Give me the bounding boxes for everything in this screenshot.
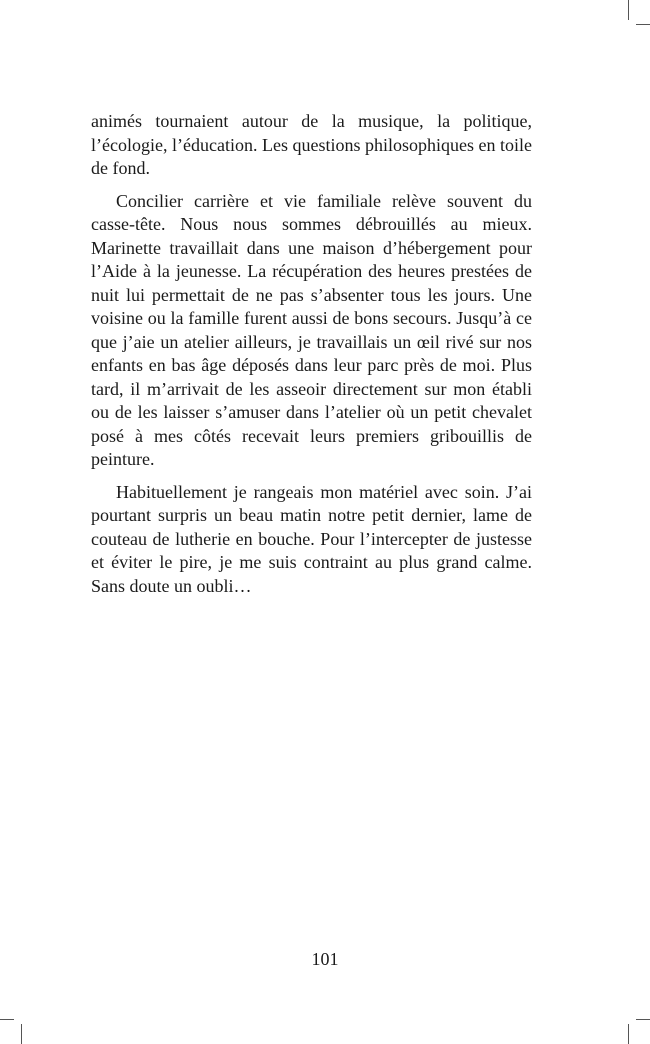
page-number: 101 <box>311 949 339 969</box>
crop-mark-bottom-right-horizontal <box>636 1019 650 1020</box>
paragraph-tools-anecdote: Habituellement je rangeais mon matériel avec soin. J’ai pourtant surpris un beau matin notre petit dernier, lame de couteau de lutherie en bouche. Pour l’intercepter de justesse et éviter le pire, je me suis contraint au plus grand calme. Sans doute un oubli… <box>91 481 532 596</box>
crop-mark-bottom-left-vertical <box>21 1024 22 1044</box>
crop-mark-top-right-vertical <box>628 0 629 20</box>
paragraph-family-life: Concilier carrière et vie familiale relève souvent du casse-tête. Nous nous sommes débrouillés au mieux. Marinette travaillait dans une maison d’hébergement pour l’Aide à la jeunesse. La récupération des heures prestées de nuit lui permettait de ne pas s’absenter tous les jours. Une voisine ou la famille furent aussi de bons secours. Jusqu’à ce que j’aie un atelier ailleurs, je travaillais un œil rivé sur nos enfants en bas âge déposés dans leur parc près de moi. Plus tard, il m’arrivait de les asseoir directement sur mon établi ou de les laisser s’amuser dans l’atelier où un petit chevalet posé à mes côtés recevait leurs premiers gribouillis de peinture. <box>91 190 532 469</box>
paragraph-continuation: animés tournaient autour de la musique, la politique, l’écologie, l’éducation. Les questions philosophiques en toile de fond. <box>91 111 532 178</box>
body-text <box>91 110 532 598</box>
crop-mark-bottom-left-horizontal <box>0 1019 14 1020</box>
crop-mark-top-right-horizontal <box>636 24 650 25</box>
crop-mark-bottom-right-vertical <box>628 1024 629 1044</box>
